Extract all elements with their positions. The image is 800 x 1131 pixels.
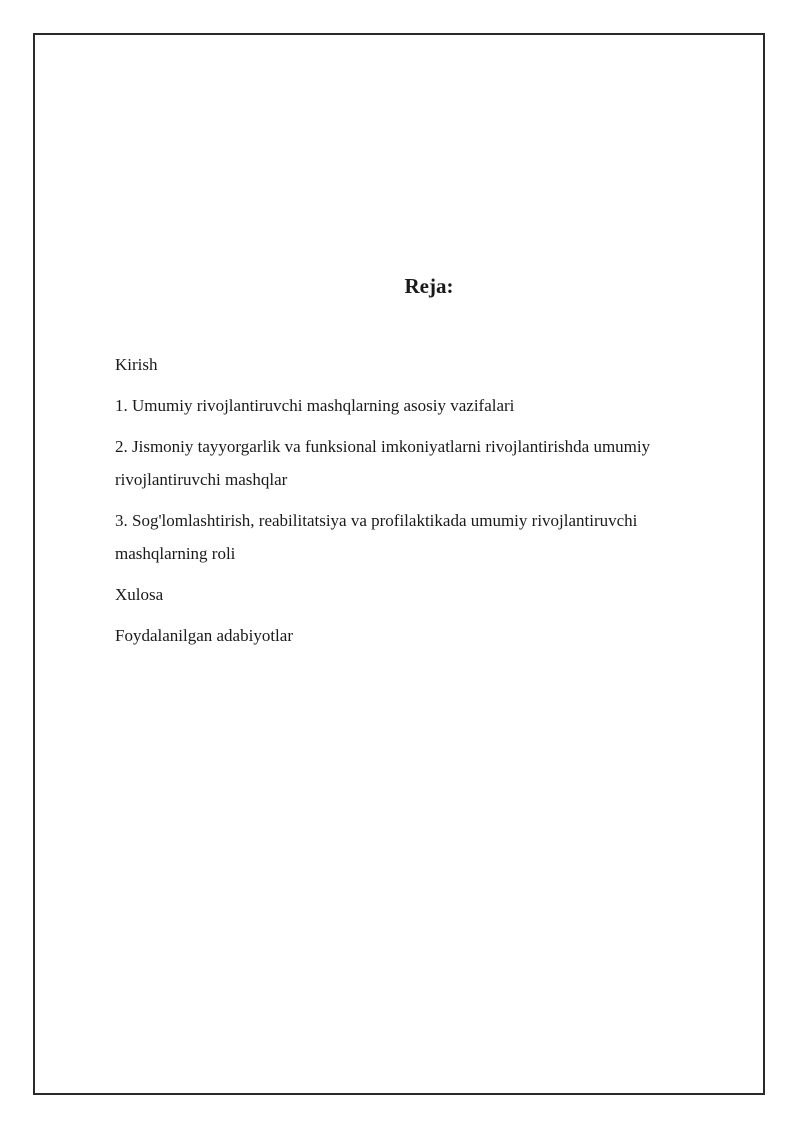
toc-item-2: 2. Jismoniy tayyorgarlik va funksional imkoniyatlarni rivojlantirishda umumiy rivojlantiruvchi mashqlar [115,437,651,489]
toc-item-1: 1. Umumiy rivojlantiruvchi mashqlarning asosiy vazifalari [115,396,515,415]
table-of-contents [115,348,715,660]
toc-item-3: 3. Sog'lomlashtirish, reabilitatsiya va profilaktikada umumiy rivojlantiruvchi mashqlarning roli [115,511,638,563]
toc-item-references: Foydalanilgan adabiyotlar [115,626,293,645]
toc-item-introduction: Kirish [115,355,158,374]
page-title: Reja: [404,274,454,298]
toc-item-conclusion: Xulosa [115,585,164,604]
